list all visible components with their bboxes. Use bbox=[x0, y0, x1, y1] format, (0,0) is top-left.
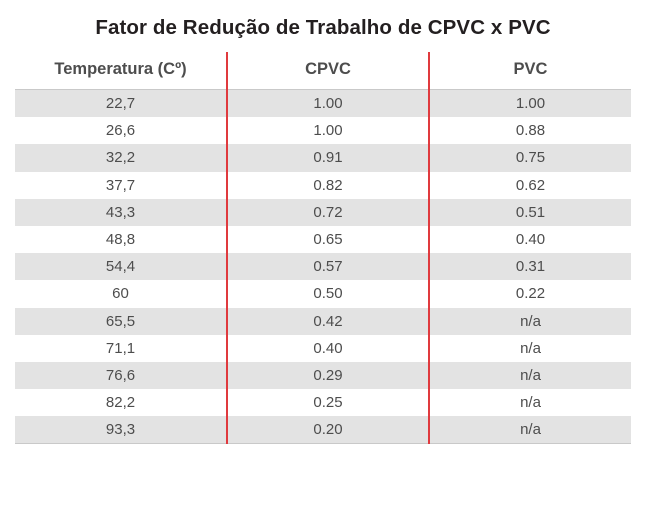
cell-temperature: 48,8 bbox=[15, 226, 227, 253]
column-header-cpvc: CPVC bbox=[227, 52, 429, 90]
table-body bbox=[15, 90, 631, 444]
table-row bbox=[15, 308, 631, 335]
table-row bbox=[15, 172, 631, 199]
cell-temperature: 82,2 bbox=[15, 389, 227, 416]
cell-pvc: n/a bbox=[429, 335, 631, 362]
cell-temperature: 65,5 bbox=[15, 308, 227, 335]
table-row bbox=[15, 362, 631, 389]
column-header-temperature: Temperatura (Cº) bbox=[15, 52, 227, 90]
cell-pvc: 0.40 bbox=[429, 226, 631, 253]
cell-pvc: n/a bbox=[429, 308, 631, 335]
cell-cpvc: 0.29 bbox=[227, 362, 429, 389]
cell-temperature: 71,1 bbox=[15, 335, 227, 362]
cell-temperature: 76,6 bbox=[15, 362, 227, 389]
table-row bbox=[15, 335, 631, 362]
cell-cpvc: 0.20 bbox=[227, 416, 429, 444]
cell-pvc: 0.88 bbox=[429, 117, 631, 144]
table-header bbox=[15, 52, 631, 90]
table-row bbox=[15, 199, 631, 226]
cell-cpvc: 0.57 bbox=[227, 253, 429, 280]
table-row bbox=[15, 226, 631, 253]
cell-cpvc: 1.00 bbox=[227, 117, 429, 144]
cell-temperature: 37,7 bbox=[15, 172, 227, 199]
table-row bbox=[15, 253, 631, 280]
cell-temperature: 93,3 bbox=[15, 416, 227, 444]
cell-cpvc: 0.25 bbox=[227, 389, 429, 416]
cell-temperature: 60 bbox=[15, 280, 227, 307]
cell-temperature: 32,2 bbox=[15, 144, 227, 171]
cell-cpvc: 0.72 bbox=[227, 199, 429, 226]
column-header-pvc: PVC bbox=[429, 52, 631, 90]
cell-pvc: n/a bbox=[429, 416, 631, 444]
cell-cpvc: 0.50 bbox=[227, 280, 429, 307]
cell-pvc: 0.22 bbox=[429, 280, 631, 307]
cell-pvc: 0.51 bbox=[429, 199, 631, 226]
page-title: Fator de Redução de Trabalho de CPVC x PVC bbox=[95, 16, 551, 39]
table-row bbox=[15, 416, 631, 444]
cell-temperature: 54,4 bbox=[15, 253, 227, 280]
cell-temperature: 43,3 bbox=[15, 199, 227, 226]
cell-pvc: n/a bbox=[429, 389, 631, 416]
table-row bbox=[15, 144, 631, 171]
cell-pvc: 0.75 bbox=[429, 144, 631, 171]
cell-pvc: 0.62 bbox=[429, 172, 631, 199]
cell-cpvc: 0.65 bbox=[227, 226, 429, 253]
cell-cpvc: 0.91 bbox=[227, 144, 429, 171]
reduction-factor-table bbox=[15, 52, 631, 444]
table-row bbox=[15, 90, 631, 118]
cell-cpvc: 0.82 bbox=[227, 172, 429, 199]
cell-pvc: 0.31 bbox=[429, 253, 631, 280]
table-row bbox=[15, 280, 631, 307]
table-header-row bbox=[15, 52, 631, 90]
cell-pvc: n/a bbox=[429, 362, 631, 389]
cell-temperature: 26,6 bbox=[15, 117, 227, 144]
cell-cpvc: 0.40 bbox=[227, 335, 429, 362]
cell-cpvc: 0.42 bbox=[227, 308, 429, 335]
table-row bbox=[15, 117, 631, 144]
cell-cpvc: 1.00 bbox=[227, 90, 429, 118]
cell-temperature: 22,7 bbox=[15, 90, 227, 118]
table-row bbox=[15, 389, 631, 416]
cell-pvc: 1.00 bbox=[429, 90, 631, 118]
